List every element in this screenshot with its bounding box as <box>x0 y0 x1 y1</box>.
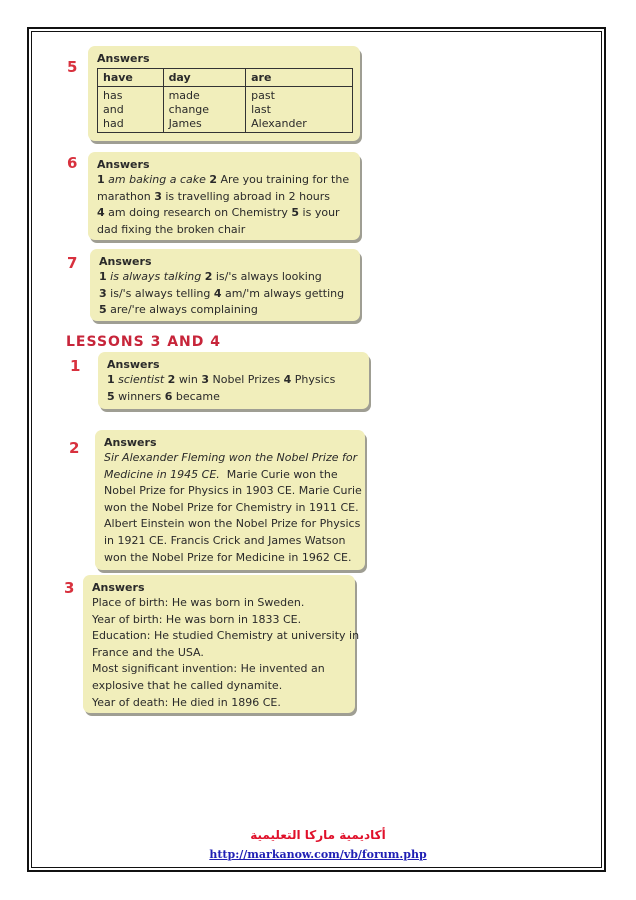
answer-line: 3 is/'s always telling 4 am/'m always getting <box>99 286 345 300</box>
answer-line: Year of birth: He was born in 1833 CE. <box>92 612 302 626</box>
answer-line: Place of birth: He was born in Sweden. <box>92 596 305 609</box>
exercise-number: 6 <box>67 154 78 172</box>
exercise-number: 3 <box>64 579 75 597</box>
table-cell: change <box>163 103 246 117</box>
answer-line: won the Nobel Prize for Chemistry in 1911 CE. <box>104 500 359 514</box>
exercise-number: 2 <box>69 439 80 457</box>
table-cell: last <box>246 103 353 117</box>
answer-line: in 1921 CE. Francis Crick and James Watson <box>104 533 346 547</box>
answer-line: won the Nobel Prize for Medicine in 1962 CE. <box>104 550 352 564</box>
exercise-number: 1 <box>70 357 81 375</box>
answer-line: Medicine in 1945 CE. Marie Curie won the <box>104 467 338 481</box>
answer-line: 5 winners 6 became <box>107 389 220 403</box>
table-cell: Alexander <box>246 117 353 133</box>
answer-line: 1 scientist 2 win 3 Nobel Prizes 4 Physics <box>107 373 336 386</box>
answer-line: Most significant invention: He invented an <box>92 662 325 676</box>
answers-table <box>97 68 353 133</box>
answer-line: 1 is always talking 2 is/'s always looking <box>99 270 322 283</box>
answer-box-l1 <box>98 352 369 409</box>
footer-link-wrap <box>0 848 636 861</box>
section-title: LESSONS 3 AND 4 <box>66 334 221 350</box>
answers-heading: Answers <box>97 52 150 65</box>
table-header: are <box>246 69 353 87</box>
answer-line: dad fixing the broken chair <box>97 222 246 236</box>
answers-heading: Answers <box>107 358 160 371</box>
table-row <box>98 87 353 104</box>
table-cell: and <box>98 103 164 117</box>
answer-line: marathon 3 is travelling abroad in 2 hours <box>97 189 331 203</box>
answers-heading: Answers <box>97 158 150 171</box>
answer-line: Albert Einstein won the Nobel Prize for Physics <box>104 517 361 531</box>
answer-line: 4 am doing research on Chemistry 5 is your <box>97 206 340 220</box>
table-cell: had <box>98 117 164 133</box>
answer-line: Year of death: He died in 1896 CE. <box>92 695 281 709</box>
answers-heading: Answers <box>99 255 152 268</box>
footer-url-link[interactable]: http://markanow.com/vb/forum.php <box>209 848 427 861</box>
answer-line: France and the USA. <box>92 645 204 659</box>
footer-arabic-title: أكاديمية ماركا التعليمية <box>250 828 386 842</box>
answer-line: 1 am baking a cake 2 Are you training for the <box>97 173 350 186</box>
table-cell: has <box>98 87 164 104</box>
answer-box-ex6 <box>88 152 360 240</box>
answer-line: Nobel Prize for Physics in 1903 CE. Marie Curie <box>104 484 362 498</box>
table-header: day <box>163 69 246 87</box>
answer-box-ex7 <box>90 249 360 321</box>
table-cell: past <box>246 87 353 104</box>
answer-line: Education: He studied Chemistry at university in <box>92 629 360 643</box>
table-row <box>98 117 353 133</box>
answer-line: 5 are/'re always complaining <box>99 303 258 317</box>
answer-line: explosive that he called dynamite. <box>92 678 283 692</box>
answer-box-l3 <box>83 575 360 713</box>
answer-line: Sir Alexander Fleming won the Nobel Prize for <box>104 451 358 464</box>
exercise-number: 5 <box>67 58 78 76</box>
table-cell: James <box>163 117 246 133</box>
exercise-number: 7 <box>67 254 78 272</box>
table-row <box>98 103 353 117</box>
answers-heading: Answers <box>104 436 157 449</box>
answer-box-ex5 <box>88 46 360 141</box>
table-cell: made <box>163 87 246 104</box>
table-header: have <box>98 69 164 87</box>
answers-heading: Answers <box>92 581 145 594</box>
answer-box-l2 <box>95 430 365 570</box>
